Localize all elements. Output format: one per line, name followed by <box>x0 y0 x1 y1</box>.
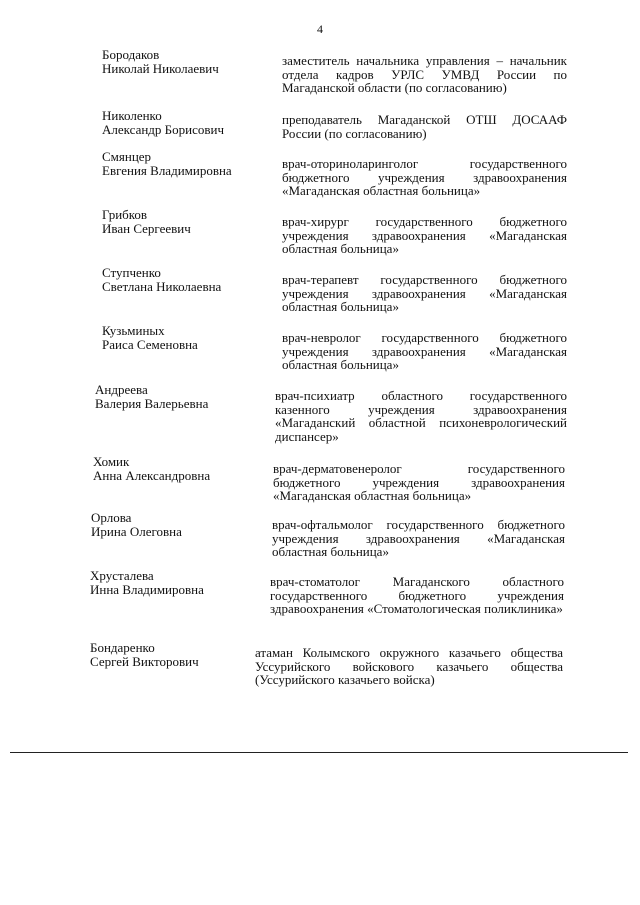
member-name <box>90 641 260 669</box>
page-number: 4 <box>317 22 323 36</box>
member-given-name: Светлана Николаевна <box>102 279 222 294</box>
member-surname: Николенко <box>102 108 162 123</box>
member-surname: Орлова <box>91 510 132 525</box>
member-name <box>91 511 261 539</box>
member-name <box>102 266 272 294</box>
member-given-name: Сергей Викторович <box>90 654 199 669</box>
member-position: врач-хирург государственного бюджетного учреждения здравоохранения «Магаданская областная больница» <box>282 214 567 256</box>
member-surname: Хомик <box>93 454 130 469</box>
member-given-name: Александр Борисович <box>102 122 224 137</box>
member-given-name: Валерия Валерьевна <box>95 396 209 411</box>
member-position: врач-стоматолог Магаданского областного государственного бюджетного учреждения здравоохранения «Стоматологическая поликлиника» <box>270 574 564 616</box>
member-position: врач-оториноларинголог государственного бюджетного учреждения здравоохранения «Магаданская областная больница» <box>282 156 567 198</box>
member-surname: Бородаков <box>102 47 160 62</box>
member-surname: Грибков <box>102 207 148 222</box>
member-name <box>102 48 272 76</box>
member-name <box>93 455 263 483</box>
member-position: врач-невролог государственного бюджетного учреждения здравоохранения «Магаданская областная больница» <box>282 330 567 372</box>
member-surname: Кузьминых <box>102 323 165 338</box>
member-given-name: Николай Николаевич <box>102 61 219 76</box>
member-name <box>90 569 260 597</box>
member-position: атаман Колымского окружного казачьего общества Уссурийского войскового казачьего общества (Уссурийского казачьего войска) <box>255 645 563 687</box>
member-position: заместитель начальника управления – начальник отдела кадров УРЛС УМВД России по Магаданской области (по согласованию) <box>282 53 567 95</box>
member-surname: Бондаренко <box>90 640 155 655</box>
member-given-name: Иван Сергеевич <box>102 221 191 236</box>
member-name <box>102 208 272 236</box>
member-position: врач-терапевт государственного бюджетного учреждения здравоохранения «Магаданская областная больница» <box>282 272 567 314</box>
member-name <box>95 383 265 411</box>
member-position: врач-офтальмолог государственного бюджетного учреждения здравоохранения «Магаданская областная больница» <box>272 517 565 559</box>
member-surname: Ступченко <box>102 265 161 280</box>
member-position: преподаватель Магаданской ОТШ ДОСААФ России (по согласованию) <box>282 112 567 141</box>
member-name <box>102 150 272 178</box>
member-surname: Андреева <box>95 382 148 397</box>
bottom-rule <box>10 752 628 753</box>
member-position: врач-психиатр областного государственного казенного учреждения здравоохранения «Магаданский областной психоневрологический диспансер» <box>275 388 567 444</box>
member-given-name: Евгения Владимировна <box>102 163 232 178</box>
member-surname: Хрусталева <box>90 568 154 583</box>
member-name <box>102 109 272 137</box>
member-name <box>102 324 272 352</box>
member-given-name: Ирина Олеговна <box>91 524 182 539</box>
member-given-name: Раиса Семеновна <box>102 337 198 352</box>
member-given-name: Анна Александровна <box>93 468 211 483</box>
member-given-name: Инна Владимировна <box>90 582 204 597</box>
member-position: врач-дерматовенеролог государственного бюджетного учреждения здравоохранения «Магаданская областная больница» <box>273 461 565 503</box>
member-surname: Смянцер <box>102 149 152 164</box>
